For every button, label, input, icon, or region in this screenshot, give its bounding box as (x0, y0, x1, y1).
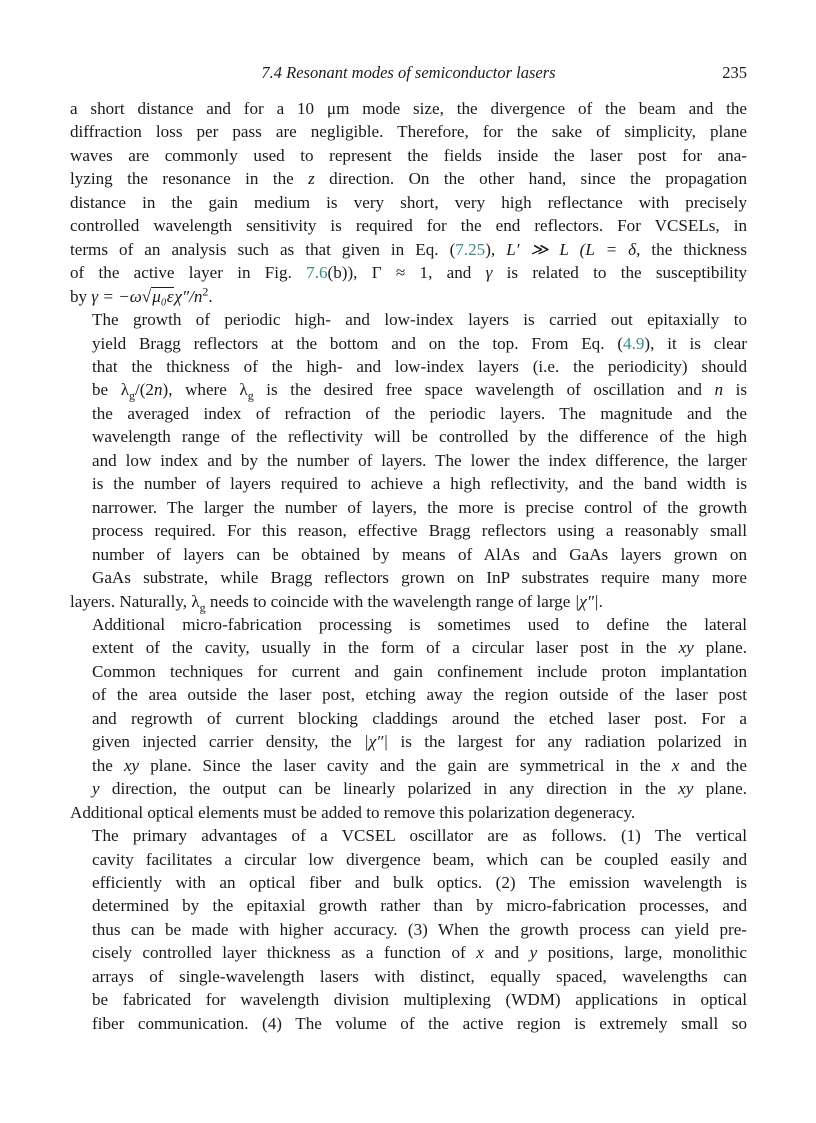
equation-reference-link[interactable]: 4.9 (623, 333, 645, 353)
text-line: a short distance and for a 10 μm mode size, the divergence of the beam and the (70, 99, 747, 118)
paragraph-3-end (70, 801, 747, 824)
text-line: Common techniques for current and gain confinement include proton implantation (92, 661, 747, 681)
paragraph-1-end (70, 285, 747, 308)
text-line: fiber communication. (4) The volume of the active region is extremely small so (92, 1013, 747, 1033)
running-header (70, 63, 747, 85)
text-line: wavelength range of the reflectivity will be controlled by the difference of the high (92, 427, 747, 447)
paragraph-2 (70, 308, 747, 589)
text-line: controlled wavelength sensitivity is required for the end reflectors. For VCSELs, in (70, 216, 747, 236)
text-line: Additional micro-fabrication processing is sometimes used to define the lateral (92, 614, 747, 634)
text-line: Additional optical elements must be added to remove this polarization degeneracy. (70, 802, 636, 822)
body-text (70, 97, 747, 1035)
text-line: yield Bragg reflectors at the bottom and on the top. From Eq. (4.9), it is clear (92, 333, 748, 353)
text-line: thus can be made with higher accuracy. (3) When the growth process can yield pre- (92, 919, 747, 939)
text-line: and regrowth of current blocking claddings around the etched laser post. For a (92, 708, 747, 728)
text-line: GaAs substrate, while Bragg reflectors grown on InP substrates require many more (92, 568, 747, 588)
text-line: that the thickness of the high- and low-index layers (i.e. the periodicity) should (92, 356, 747, 376)
text-line: diffraction loss per pass are negligible. Therefore, for the sake of simplicity, plane (70, 122, 747, 142)
paragraph-3 (70, 613, 747, 801)
text-line: lyzing the resonance in the z direction. On the other hand, since the propagation (70, 169, 748, 189)
paragraph-4 (70, 824, 747, 1035)
text-line: The growth of periodic high- and low-index layers is carried out epitaxially to (92, 310, 747, 330)
susceptibility-equation: $\gamma = -\omega√\mu_0\varepsilon\chi''/n^2$ (91, 283, 209, 306)
text-line: and low index and by the number of layers. The lower the index difference, the larger (92, 450, 747, 470)
text-line: process required. For this reason, effective Bragg reflectors using a reasonably small (92, 521, 747, 541)
text-line: be fabricated for wavelength division multiplexing (WDM) applications in optical (92, 990, 747, 1010)
text-line: y direction, the output can be linearly polarized in any direction in the xy plane. (92, 779, 747, 799)
text-line: cisely controlled layer thickness as a function of x and y positions, large, monolithic (92, 943, 747, 963)
text-line: be $\lambda_g/(2n)$, where $\lambda_g$ is the desired free space wavelength of oscillation and n is (92, 380, 747, 403)
text-line: terms of an analysis such as that given in Eq. (7.25), L′ ≫ L (L = δ, the thickness (70, 239, 747, 259)
text-line: The primary advantages of a VCSEL oscillator are as follows. (1) The vertical (92, 826, 747, 846)
paragraph-2-end (70, 590, 747, 613)
equation-reference-link[interactable]: 7.25 (455, 239, 486, 259)
text-line: arrays of single-wavelength lasers with distinct, equally spaced, wavelengths can (92, 966, 747, 986)
text-line: of the area outside the laser post, etching away the region outside of the laser post (92, 685, 747, 705)
text-line: by $\gamma = -\omega√\mu_0\varepsilon\chi''/n^2$. (70, 283, 213, 306)
text-line: is the number of layers required to achieve a high reflectivity, and the band width is (92, 474, 747, 494)
text-line: waves are commonly used to represent the fields inside the laser post for ana- (70, 145, 747, 165)
text-line: of the active layer in Fig. 7.6(b)), Γ ≈ 1, and γ is related to the susceptibility (70, 263, 748, 283)
text-line: efficiently with an optical fiber and bulk optics. (2) The emission wavelength is (92, 872, 747, 892)
text-line: number of layers can be obtained by means of AlAs and GaAs layers grown on (92, 544, 747, 564)
text-line: narrower. The larger the number of layers, the more is precise control of the growth (92, 497, 747, 517)
text-line: cavity facilitates a circular low divergence beam, which can be coupled easily and (92, 849, 747, 869)
paragraph-1 (70, 97, 747, 285)
text-line: the xy plane. Since the laser cavity and the gain are symmetrical in the x and the (92, 755, 747, 775)
text-line: given injected carrier density, the |χ″| is the largest for any radiation polarized in (92, 732, 747, 752)
section-title: 7.4 Resonant modes of semiconductor lasers (261, 63, 556, 82)
text-line: the averaged index of refraction of the periodic layers. The magnitude and the (92, 403, 747, 423)
text-line: layers. Naturally, $\lambda_g$ needs to coincide with the wavelength range of large |χ″|. (70, 591, 603, 614)
text-line: distance in the gain medium is very short, very high reflectance with precisely (70, 192, 747, 212)
text-line: determined by the epitaxial growth rather than by micro-fabrication processes, and (92, 896, 747, 916)
text-line: extent of the cavity, usually in the form of a circular laser post in the xy plane. (92, 638, 747, 658)
page-number: 235 (722, 63, 747, 82)
figure-reference-link[interactable]: 7.6 (306, 263, 328, 283)
